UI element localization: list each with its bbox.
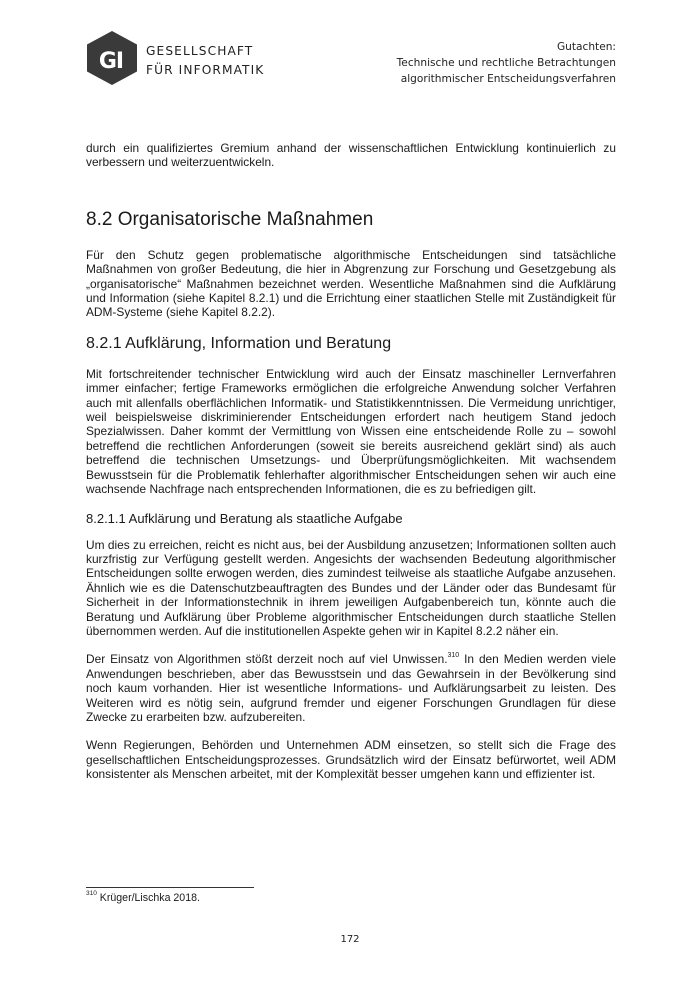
section-heading-8-2: 8.2 Organisatorische Maßnahmen — [86, 208, 374, 230]
paragraph-development: Mit fortschreitender technischer Entwicklung wird auch der Einsatz maschineller Lernverfahren immer einfacher; fertige Frameworks ermöglichen die erfolgreiche Anwendung solcher Verfahren auch mit allenfalls oberflächlichen Informatik- und Statistikkenntnissen. Die Vermeidung unrichtiger, weil beispielsweise diskriminierender Entscheidungen erfordert nach heutigem Stand jedoch Spezialwissen. Daher kommt der Vermittlung von Wissen eine entscheidende Rolle zu – sowohl betreffend die rechtlichen Anforderungen (soweit sie bereits ausreichend geklärt sind) als auch betreffend die technischen Umsetzungs- und Überprüfungsmöglichkeiten. Mit wachsendem Bewusstsein für die Problematik fehlerhafter algorithmischer Entscheidungen sehen wir auch eine wachsende Nachfrage nach entsprechenden Informationen, die es zu befriedigen gilt. — [86, 366, 616, 497]
org-line-1: GESELLSCHAFT — [146, 44, 254, 58]
paragraph-adm-usage: Wenn Regierungen, Behörden und Unternehmen ADM einsetzen, so stellt sich die Frage des gesellschaftlichen Entscheidungsprozesses. Grundsätzlich wird der Einsatz befürwortet, weil ADM konsistenter als Menschen arbeitet, mit der Komplexität besser umgehen kann und effizienter ist. — [86, 738, 616, 782]
footnote-text: Krüger/Lischka 2018. — [96, 892, 200, 904]
page-body — [86, 141, 616, 796]
subsubsection-heading-8-2-1-1: 8.2.1.1 Aufklärung und Beratung als staatliche Aufgabe — [86, 510, 403, 526]
paragraph-unawareness-start: Der Einsatz von Algorithmen stößt derzeit noch auf viel Unwissen. — [86, 652, 448, 667]
page-header — [0, 0, 700, 110]
org-name — [146, 42, 264, 80]
paragraph-unawareness — [86, 652, 616, 724]
paragraph-measures: Für den Schutz gegen problematische algorithmische Entscheidungen sind tatsächliche Maßnahmen von großer Bedeutung, die hier in Abgrenzung zur Forschung und Gesetzgebung als „organisatorische“ Maßnahmen bezeichnet werden. Wesentliche Maßnahmen sind die Aufklärung und Information (siehe Kapitel 8.2.1) und die Errichtung einer staatlichen Stelle mit Zuständigkeit für ADM-Systeme (siehe Kapitel 8.2.2). — [86, 247, 616, 320]
page-number: 172 — [340, 934, 360, 945]
org-line-2: FÜR INFORMATIK — [146, 63, 265, 77]
footnote-divider — [86, 887, 254, 888]
paragraph-state-task: Um dies zu erreichen, reicht es nicht aus, bei der Ausbildung anzusetzen; Informationen sollten auch kurzfristig zur Verfügung gestellt werden. Angesichts der wachsenden Bedeutung algorithmischer Entscheidungen sollte erwogen werden, dies zumindest teilweise als staatliche Aufgabe anzusehen. Ähnlich wie es die Datenschutzbeauftragten des Bundes und der Länder oder das Bundesamt für Sicherheit in der Informationstechnik in ihrem jeweiligen Aufgabenbereich tun, könnte auch die Beratung und Aufklärung über Probleme algorithmischer Entscheidungen durch staatliche Stellen übernommen werden. Auf die institutionellen Aspekte gehen wir in Kapitel 8.2.2 näher ein. — [86, 537, 616, 638]
footnote — [86, 892, 200, 904]
subsection-heading-8-2-1: 8.2.1 Aufklärung, Information und Beratung — [86, 334, 392, 352]
gi-logo-icon — [86, 30, 138, 86]
document-title — [397, 39, 616, 87]
logo-letters: GI — [98, 49, 124, 74]
doc-title-line-3: algorithmischer Entscheidungsverfahren — [400, 73, 616, 85]
paragraph-unawareness-rest: In den Medien werden viele Anwendungen beschrieben, aber das Bewusstsein und das Gewahrsein in der Bevölkerung sind noch kaum vorhanden. Hier ist wesentliche Informations- und Aufklärungsarbeit zu leisten. Des Weiteren wird es nötig sein, aufgrund fremder und eigener Forschungen Grundlagen für diese Zwecke zu erarbeiten bzw. aufzubereiten. — [86, 652, 616, 724]
intro-paragraph: durch ein qualifiziertes Gremium anhand der wissenschaftlichen Entwicklung kontinuierlich zu verbessern und weiterzuentwickeln. — [86, 141, 616, 170]
footnote-reference[interactable]: 310 — [447, 652, 460, 660]
footnote-number: 310 — [86, 890, 97, 898]
doc-title-line-1: Gutachten: — [556, 41, 616, 53]
doc-title-line-2: Technische und rechtliche Betrachtungen — [396, 57, 616, 69]
